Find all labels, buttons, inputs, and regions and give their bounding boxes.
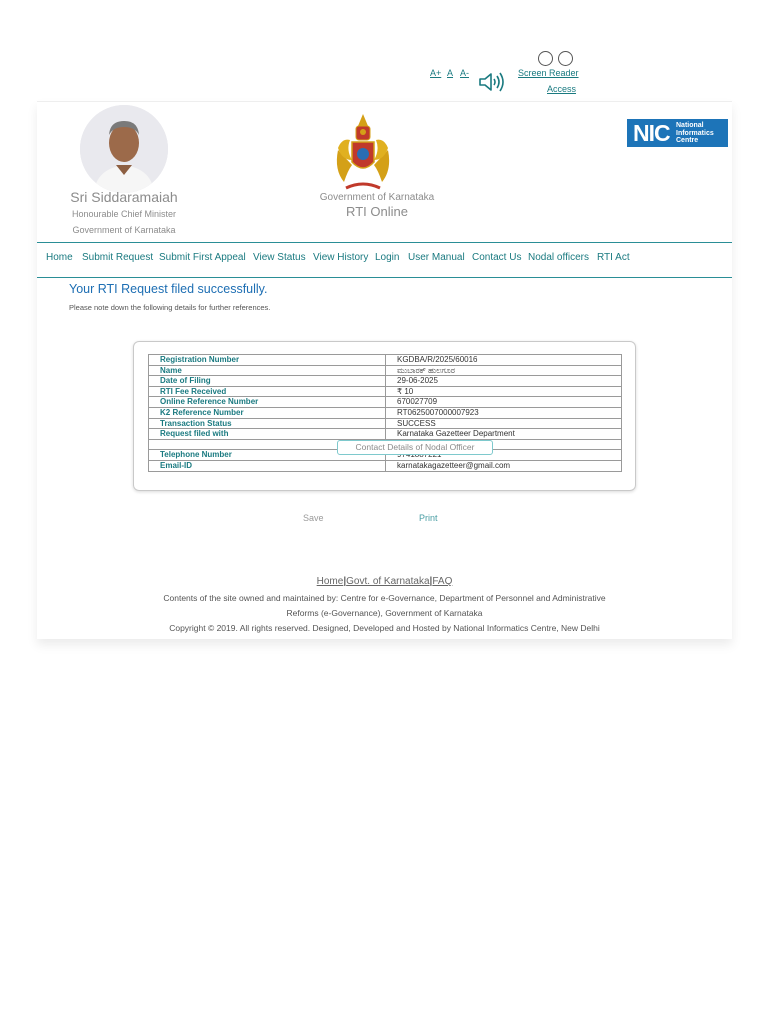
footer-ownership-cont: Reforms (e-Governance), Government of Karnataka	[286, 608, 483, 618]
cm-portrait-icon	[80, 105, 168, 193]
save-button[interactable]: Save	[303, 513, 324, 523]
karnataka-emblem-icon	[332, 110, 394, 190]
font-normal-link[interactable]: A	[447, 68, 454, 78]
screen-reader-link[interactable]: Screen Reader	[518, 68, 579, 78]
success-title: Your RTI Request filed successfully.	[69, 282, 268, 296]
nav-user-manual[interactable]: User Manual	[408, 252, 465, 263]
contrast-dark-icon[interactable]	[558, 51, 573, 66]
cm-name: Sri Siddaramaiah	[70, 189, 178, 205]
footer-copyright: Copyright © 2019. All rights reserved. Designed, Developed and Hosted by National Informatics Centre, New Delhi	[169, 623, 600, 633]
footer-home-link[interactable]: Home	[316, 576, 344, 587]
nav-home[interactable]: Home	[46, 252, 73, 263]
request-details-box	[133, 341, 636, 491]
contact-nodal-officer-button[interactable]: Contact Details of Nodal Officer	[337, 440, 493, 455]
accessibility-bar	[0, 50, 768, 98]
footer-ownership: Contents of the site owned and maintained by: Centre for e-Governance, Department of Personnel and Administrative	[163, 593, 606, 603]
success-subtitle: Please note down the following details for further references.	[69, 303, 271, 312]
nav-contact-us[interactable]: Contact Us	[472, 252, 522, 263]
table-row: Date of Filing 29-06-2025	[149, 376, 622, 387]
cm-government: Government of Karnataka	[72, 225, 176, 235]
nic-logo	[627, 119, 728, 147]
table-row: Registration Number KGDBA/R/2025/60016	[149, 355, 622, 366]
font-increase-link[interactable]: A+	[430, 68, 442, 78]
nav-submit-request[interactable]: Submit Request	[82, 252, 154, 263]
table-row: Telephone Number	[149, 450, 622, 461]
footer-separator: |	[343, 576, 347, 587]
font-decrease-link[interactable]: A-	[460, 68, 469, 78]
main-card	[37, 101, 732, 639]
portal-name: RTI Online	[346, 204, 408, 219]
nav-nodal-officers[interactable]: Nodal officers	[528, 252, 589, 263]
table-row: RTI Fee Received ₹ 10	[149, 386, 622, 397]
access-link[interactable]: Access	[547, 84, 577, 94]
table-row: Transaction Status SUCCESS	[149, 418, 622, 429]
footer-links	[37, 576, 732, 587]
footer-govt-link[interactable]: Govt. of Karnataka	[346, 576, 430, 587]
nic-logo-subtext: National Informatics Centre	[676, 122, 714, 144]
speaker-icon[interactable]	[478, 70, 506, 94]
contrast-toggle[interactable]	[538, 51, 578, 65]
nic-logo-text: NIC	[633, 120, 670, 146]
footer-faq-link[interactable]: FAQ	[432, 576, 453, 587]
table-row: Email-ID karnatakagazetteer@gmail.com	[149, 460, 622, 471]
cm-title: Honourable Chief Minister	[71, 209, 177, 219]
contrast-light-icon[interactable]	[538, 51, 553, 66]
cm-photo	[80, 105, 168, 193]
government-name: Government of Karnataka	[319, 192, 435, 203]
table-row: Online Reference Number 670027709	[149, 397, 622, 408]
site-header	[37, 102, 732, 242]
table-row: Request filed with Karnataka Gazetteer Department	[149, 429, 622, 440]
nav-view-status[interactable]: View Status	[253, 252, 306, 263]
table-row: K2 Reference Number RT0625007000007923	[149, 407, 622, 418]
table-row: Name ಮುಬಾರಕ್ ಹುಲಗೂರ	[149, 365, 622, 376]
nav-submit-first-appeal[interactable]: Submit First Appeal	[159, 252, 246, 263]
footer-separator: |	[429, 576, 433, 587]
print-button[interactable]: Print	[419, 513, 438, 523]
nav-rti-act[interactable]: RTI Act	[597, 252, 630, 263]
main-nav	[37, 242, 732, 278]
nav-view-history[interactable]: View History	[313, 252, 369, 263]
nav-login[interactable]: Login	[375, 252, 400, 263]
